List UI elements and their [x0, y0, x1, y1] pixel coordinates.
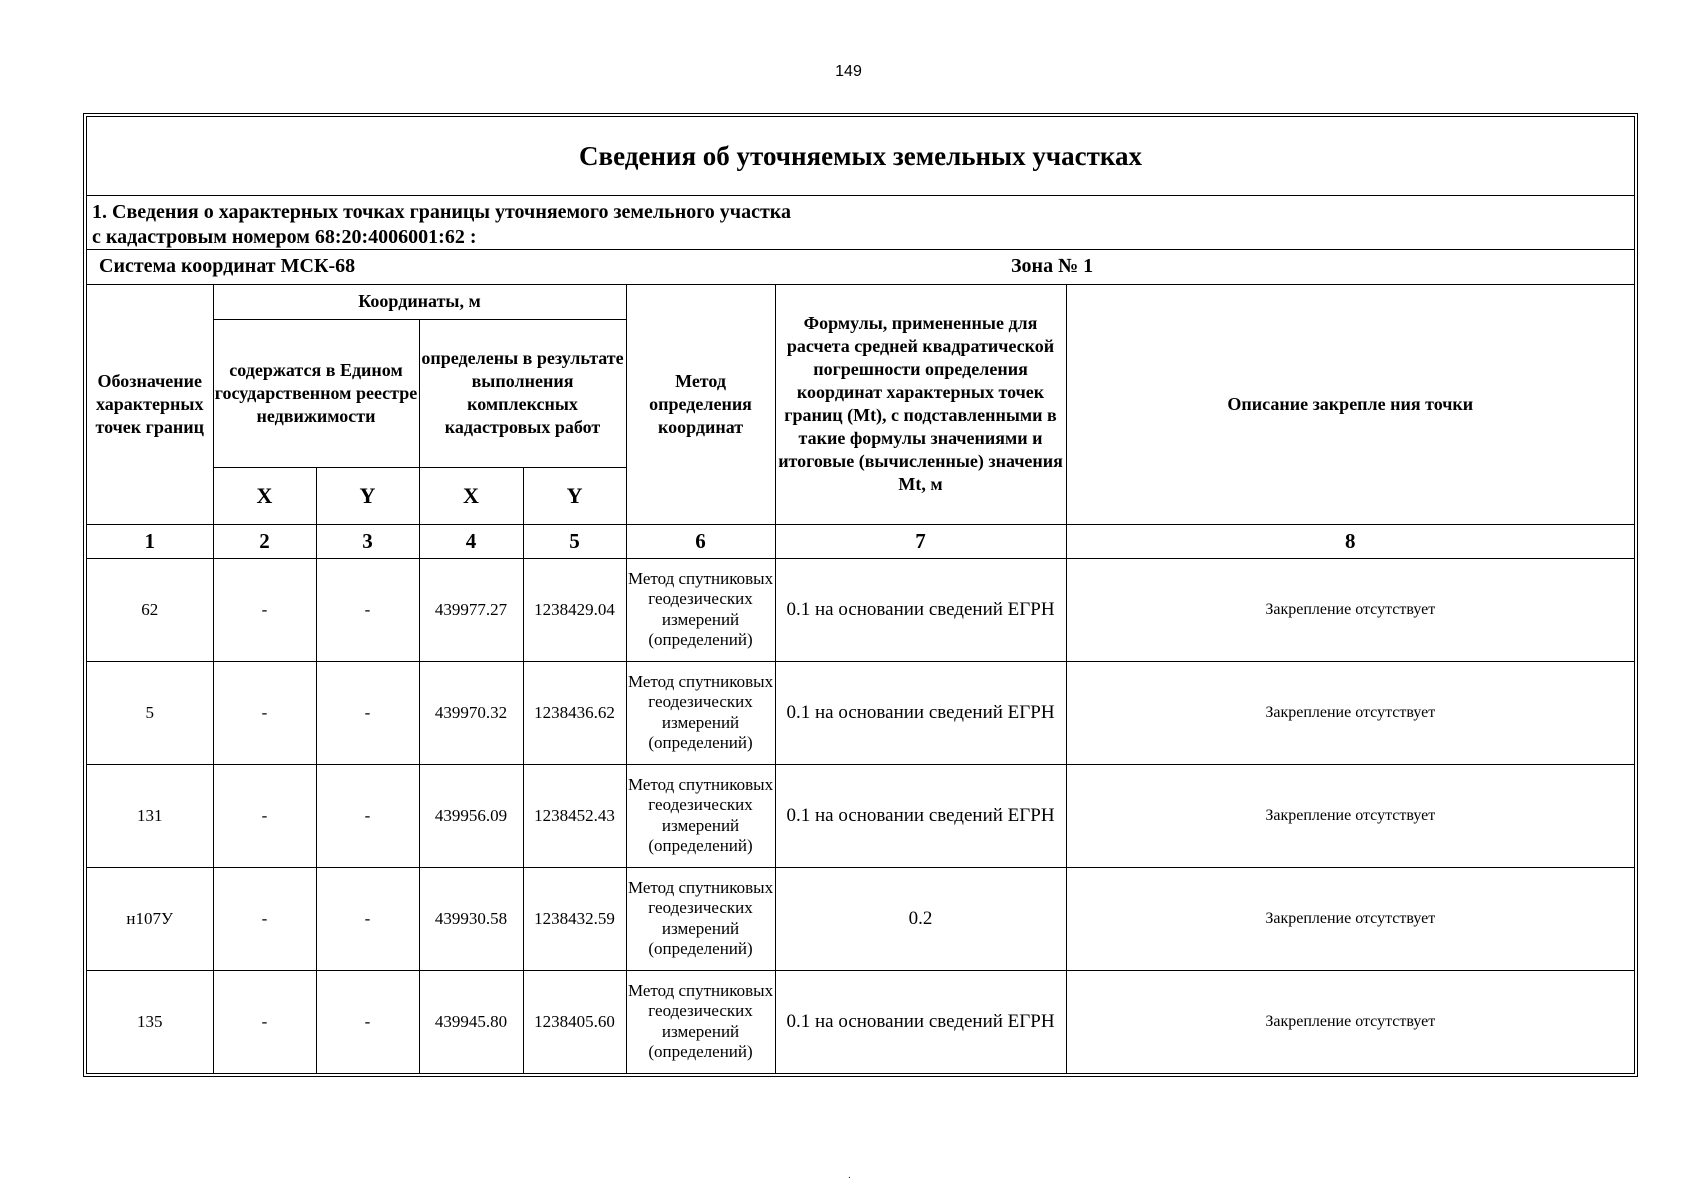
cell-x: 439930.58: [419, 867, 523, 970]
cell-method: Метод спутниковых геодезических измерений (определений): [626, 661, 775, 764]
cell-point: н107У: [87, 867, 213, 970]
cell-formula: 0.1 на основании сведений ЕГРН: [775, 970, 1066, 1073]
cell-method: Метод спутниковых геодезических измерений (определений): [626, 867, 775, 970]
table-row: [87, 661, 1634, 764]
coordinate-system: Система координат МСК-68: [99, 255, 356, 277]
cell-egrn-y: -: [316, 661, 419, 764]
table-row: [87, 558, 1634, 661]
cell-egrn-y: -: [316, 558, 419, 661]
cell-x: 439977.27: [419, 558, 523, 661]
cell-y: 1238452.43: [523, 764, 626, 867]
header-cadastral-coords: определены в результате выполнения комплексных кадастровых работ: [419, 319, 626, 467]
cell-point: 62: [87, 558, 213, 661]
table-row: [87, 867, 1634, 970]
column-number: 7: [775, 524, 1066, 558]
footer-mark: .: [848, 1170, 851, 1181]
header-egrn-x: X: [213, 467, 316, 524]
cell-formula: 0.2: [775, 867, 1066, 970]
cell-y: 1238405.60: [523, 970, 626, 1073]
cell-method: Метод спутниковых геодезических измерений (определений): [626, 558, 775, 661]
cell-y: 1238432.59: [523, 867, 626, 970]
points-table: [87, 285, 1634, 1073]
header-egrn-coords: содержатся в Едином государственном реестре недвижимости: [213, 319, 419, 467]
header-point-designation: Обозначение характерных точек границ: [87, 285, 213, 524]
cell-point: 135: [87, 970, 213, 1073]
cell-egrn-x: -: [213, 661, 316, 764]
cell-formula: 0.1 на основании сведений ЕГРН: [775, 764, 1066, 867]
header-cadastral-x: X: [419, 467, 523, 524]
document-frame: [86, 116, 1635, 1074]
page-number: 149: [835, 63, 862, 80]
cell-point: 5: [87, 661, 213, 764]
column-number: 4: [419, 524, 523, 558]
header-description: Описание закрепле ния точки: [1066, 285, 1634, 524]
cell-egrn-y: -: [316, 764, 419, 867]
column-number: 3: [316, 524, 419, 558]
section-heading: [87, 196, 1634, 250]
table-row: [87, 764, 1634, 867]
cell-x: 439956.09: [419, 764, 523, 867]
header-egrn-y: Y: [316, 467, 419, 524]
cell-x: 439970.32: [419, 661, 523, 764]
header-cadastral-y: Y: [523, 467, 626, 524]
cell-egrn-x: -: [213, 558, 316, 661]
cell-egrn-x: -: [213, 764, 316, 867]
cell-y: 1238429.04: [523, 558, 626, 661]
cell-method: Метод спутниковых геодезических измерений (определений): [626, 764, 775, 867]
column-number: 8: [1066, 524, 1634, 558]
column-number: 6: [626, 524, 775, 558]
zone-label: Зона № 1: [1011, 255, 1094, 277]
table-row: [87, 970, 1634, 1073]
cell-point: 131: [87, 764, 213, 867]
column-number: 2: [213, 524, 316, 558]
cell-description: Закрепление отсутствует: [1066, 661, 1634, 764]
column-number: 5: [523, 524, 626, 558]
cell-formula: 0.1 на основании сведений ЕГРН: [775, 558, 1066, 661]
cell-egrn-y: -: [316, 867, 419, 970]
header-method: Метод определения координат: [626, 285, 775, 524]
header-coordinates: Координаты, м: [213, 285, 626, 319]
cell-description: Закрепление отсутствует: [1066, 764, 1634, 867]
cell-method: Метод спутниковых геодезических измерений (определений): [626, 970, 775, 1073]
cell-y: 1238436.62: [523, 661, 626, 764]
section-heading-line1: 1. Сведения о характерных точках границы уточняемого земельного участка: [92, 201, 792, 223]
cell-egrn-x: -: [213, 867, 316, 970]
coordinate-system-row: [87, 250, 1634, 285]
section-heading-line2: с кадастровым номером 68:20:4006001:62 :: [92, 226, 477, 248]
cell-description: Закрепление отсутствует: [1066, 867, 1634, 970]
cell-x: 439945.80: [419, 970, 523, 1073]
cell-description: Закрепление отсутствует: [1066, 558, 1634, 661]
page-title: Сведения об уточняемых земельных участках: [87, 117, 1634, 196]
cell-description: Закрепление отсутствует: [1066, 970, 1634, 1073]
column-number: 1: [87, 524, 213, 558]
cell-egrn-x: -: [213, 970, 316, 1073]
header-formula: Формулы, примененные для расчета средней квадратической погрешности определения координат характерных точек границ (Mt), с подставленными в такие формулы значениями и итоговые (вычисленные) значения Mt, м: [775, 285, 1066, 524]
cell-formula: 0.1 на основании сведений ЕГРН: [775, 661, 1066, 764]
cell-egrn-y: -: [316, 970, 419, 1073]
